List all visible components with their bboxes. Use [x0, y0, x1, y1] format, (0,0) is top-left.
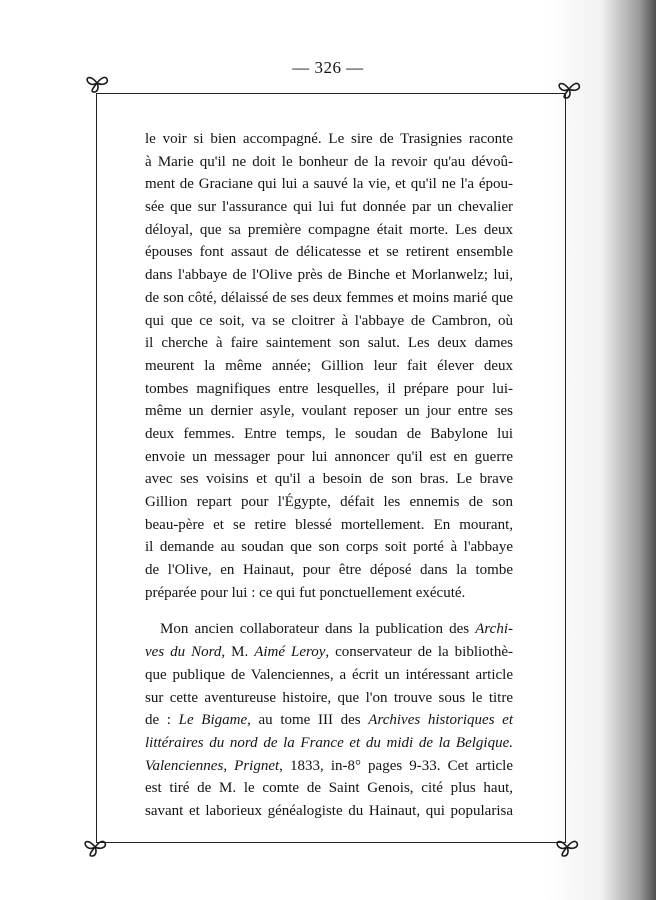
text-line: épouses font assaut de délicatesse et se retirent ensemble	[145, 244, 513, 261]
frame-right-rule	[565, 93, 566, 842]
text-line: de son côté, délaissé de ses deux femmes et moins marié que	[145, 289, 513, 306]
corner-ornament-icon	[84, 72, 110, 94]
text-line: même un dernier asyle, voulant reposer un jour entre ses	[145, 403, 513, 420]
italic-segment: Archi-	[475, 621, 513, 638]
text-line: il cherche à faire saintement son salut. Les deux dames	[145, 335, 513, 352]
frame-left-rule	[96, 93, 97, 842]
text-line: est tiré de M. le comte de Saint Genois, cité plus haut,	[145, 780, 513, 797]
frame-top-rule	[96, 93, 566, 94]
paragraph	[145, 618, 513, 822]
text-line	[145, 732, 513, 755]
text-line: il demande au soudan que son corps soit porté à l'abbaye	[145, 539, 513, 556]
italic-segment: littéraires du nord de la France et du midi de la Belgique.	[145, 734, 513, 751]
page-edge-shadow	[546, 0, 656, 900]
italic-segment: Le Bigame	[178, 712, 248, 729]
text-segment: , M.	[221, 644, 255, 661]
text-segment: , 1833, in-8° pages 9-33. Cet article	[279, 757, 513, 774]
italic-segment: Aimé Leroy	[254, 644, 326, 661]
text-line: sée que sur l'assurance qui lui fut donnée par un chevalier	[145, 199, 513, 216]
italic-segment: Prignet	[234, 757, 280, 774]
text-segment: , conservateur de la bibliothè-	[325, 644, 513, 661]
text-line: tombes magnifiques entre lesquelles, il prépare pour lui-	[145, 380, 513, 397]
text-line: ment de Graciane qui lui a sauvé la vie, et qu'il ne l'a épou-	[145, 176, 513, 193]
text-line	[145, 755, 513, 778]
text-line: déloyal, que sa première compagne était morte. Les deux	[145, 221, 513, 238]
text-segment: de :	[145, 712, 179, 729]
text-line: savant et laborieux généalogiste du Hainaut, qui popularisa	[145, 802, 513, 819]
text-line: envoie un messager pour lui annoncer qu'il est en guerre	[145, 448, 513, 465]
italic-segment: Valenciennes	[145, 757, 224, 774]
text-line: préparée pour lui : ce qui fut ponctuellement exécuté.	[145, 584, 466, 601]
text-line: le voir si bien accompagné. Le sire de Trasignies raconte	[145, 131, 513, 147]
page-number: — 326 —	[292, 58, 364, 77]
text-segment: ,	[223, 757, 235, 774]
text-line: de l'Olive, en Hainaut, pour être déposé dans la tombe	[145, 562, 513, 579]
corner-ornament-icon	[556, 78, 582, 100]
paragraph-gap	[145, 604, 513, 618]
corner-ornament-icon	[554, 836, 580, 858]
text-line: Gillion repart pour l'Égypte, défait les ennemis de son	[145, 494, 513, 510]
text-line: que publique de Valenciennes, a écrit un intéressant article	[145, 666, 513, 683]
text-line: à Marie qu'il ne doit le bonheur de la revoir qu'au dévoû-	[145, 153, 513, 170]
body-text	[145, 128, 513, 823]
text-segment: Mon ancien collaborateur dans la publication des	[160, 621, 476, 638]
text-line: beau-père et se retire blessé mortellement. En mourant,	[145, 516, 513, 533]
text-line: deux femmes. Entre temps, le soudan de Babylone lui	[145, 425, 513, 442]
text-line	[145, 709, 513, 732]
text-line: meurent la même année; Gillion leur fait élever deux	[145, 357, 513, 374]
text-segment: , au tome III des	[247, 712, 369, 729]
italic-segment: Archives historiques et	[368, 712, 514, 729]
corner-ornament-icon	[82, 836, 108, 858]
text-line: avec ses voisins et qu'il a besoin de son bras. Le brave	[145, 471, 513, 488]
frame-bottom-rule	[96, 842, 566, 843]
text-line: sur cette aventureuse histoire, que l'on trouve sous le titre	[145, 689, 513, 706]
text-line	[145, 641, 513, 664]
text-line	[145, 618, 513, 641]
italic-segment: ves du Nord	[145, 644, 222, 661]
paragraph	[145, 128, 513, 604]
text-line: dans l'abbaye de l'Olive près de Binche et Morlanwelz; lui,	[145, 267, 513, 284]
text-line: qui que ce soit, va se cloitrer à l'abbaye de Cambron, où	[145, 312, 513, 329]
